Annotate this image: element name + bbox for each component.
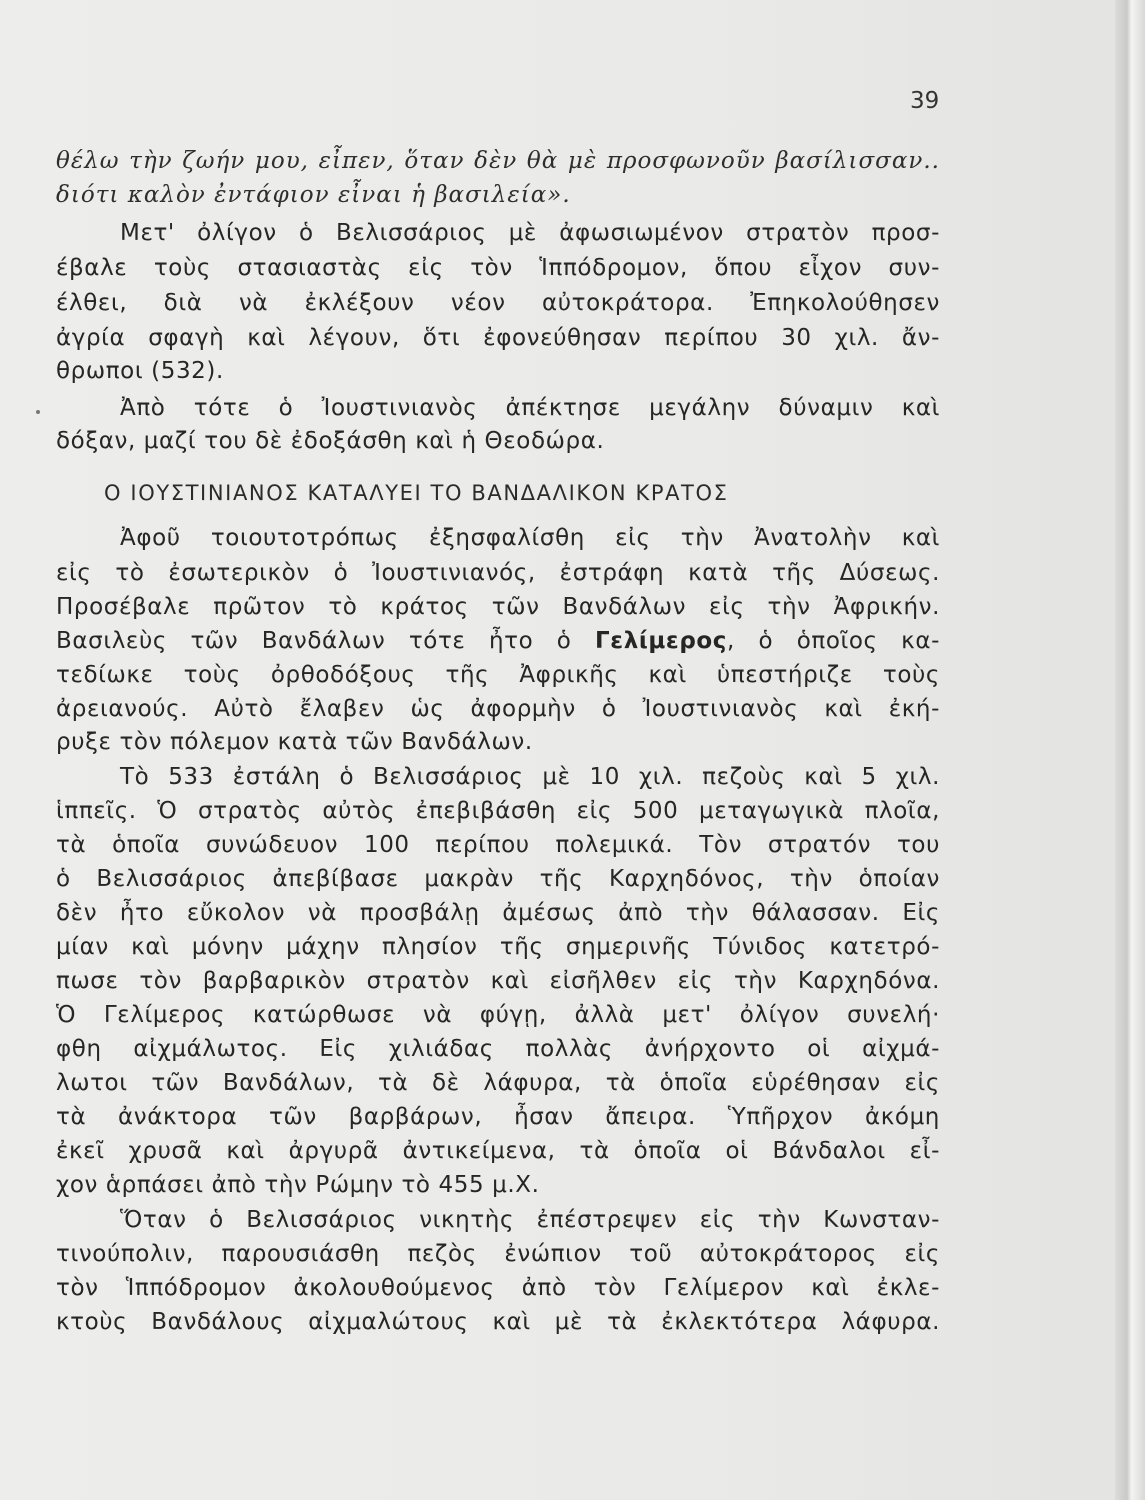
text-line: τεδίωκε τοὺς ὀρθοδόξους τῆς Ἀφρικῆς καὶ ὑπεστήριζε τοὺς [56, 662, 940, 688]
page-edge [1115, 0, 1145, 1500]
text-line: Τὸ 533 ἐστάλη ὁ Βελισσάριος μὲ 10 χιλ. πεζοὺς καὶ 5 χιλ. [120, 764, 940, 790]
text-line: Ὅταν ὁ Βελισσάριος νικητὴς ἐπέστρεψεν εἰς τὴν Κωνσταν- [120, 1207, 940, 1233]
text-line: διότι καλὸν ἐντάφιον εἶναι ἡ βασιλεία». [56, 182, 571, 208]
text-line: τὸν Ἱππόδρομον ἀκολουθούμενος ἀπὸ τὸν Γελίμερον καὶ ἐκλε- [56, 1275, 940, 1301]
page-number: 39 [910, 88, 940, 114]
text-line: λωτοι τῶν Βανδάλων, τὰ δὲ λάφυρα, τὰ ὁποῖα εὑρέθησαν εἰς [56, 1070, 940, 1096]
text-line: θέλω τὴν ζωήν μου, εἶπεν, ὅταν δὲν θὰ μὲ προσφωνοῦν βασίλισσαν.. [56, 148, 940, 174]
text-line: Προσέβαλε πρῶτον τὸ κράτος τῶν Βανδάλων εἰς τὴν Ἀφρικήν. [56, 594, 940, 620]
text-line: θρωποι (532). [56, 358, 224, 384]
text-line: δὲν ἦτο εὔκολον νὰ προσβάλῃ ἀμέσως ἀπὸ τὴν θάλασσαν. Εἰς [56, 900, 940, 926]
text-line: Μετ' ὀλίγον ὁ Βελισσάριος μὲ ἀφωσιωμένον στρατὸν προσ- [120, 220, 940, 246]
text-line: εἰς τὸ ἐσωτερικὸν ὁ Ἰουστινιανός, ἐστράφη κατὰ τῆς Δύσεως. [56, 560, 940, 586]
text-line: ἀγρία σφαγὴ καὶ λέγουν, ὅτι ἐφονεύθησαν περίπου 30 χιλ. ἄν- [56, 325, 940, 351]
text-line: κτοὺς Βανδάλους αἰχμαλώτους καὶ μὲ τὰ ἐκλεκτότερα λάφυρα. [56, 1309, 940, 1335]
text-line: μίαν καὶ μόνην μάχην πλησίον τῆς σημερινῆς Τύνιδος κατετρό- [56, 934, 940, 960]
text-line: χον ἁρπάσει ἀπὸ τὴν Ρώμην τὸ 455 μ.Χ. [56, 1172, 540, 1198]
name-gelimer: Γελίμερος [595, 628, 728, 654]
text-line: τὰ ὁποῖα συνώδευον 100 περίπου πολεμικά. Τὸν στρατόν του [56, 832, 940, 858]
text-line: ἐκεῖ χρυσᾶ καὶ ἀργυρᾶ ἀντικείμενα, τὰ ὁποῖα οἱ Βάνδαλοι εἶ- [56, 1138, 940, 1164]
text-line: δόξαν, μαζί του δὲ ἐδοξάσθη καὶ ἡ Θεοδώρα. [56, 428, 605, 454]
text-line: Ἀφοῦ τοιουτοτρόπως ἐξησφαλίσθη εἰς τὴν Ἀνατολὴν καὶ [120, 525, 940, 551]
text-line: ρυξε τὸν πόλεμον κατὰ τῶν Βανδάλων. [56, 729, 533, 755]
text-line: φθη αἰχμάλωτος. Εἰς χιλιάδας πολλὰς ἀνήρχοντο οἱ αἰχμά- [56, 1036, 940, 1062]
text-line: έλθει, διὰ νὰ ἐκλέξουν νέον αὐτοκράτορα. Ἐπηκολούθησεν [56, 290, 940, 316]
text-line [56, 626, 940, 656]
text-line: πωσε τὸν βαρβαρικὸν στρατὸν καὶ εἰσῆλθεν εἰς τὴν Καρχηδόνα. [56, 968, 940, 994]
text-line-part: , ὁ ὁποῖος κα- [727, 628, 940, 654]
text-line-part: Βασιλεὺς τῶν Βανδάλων τότε ἦτο ὁ [56, 628, 572, 654]
text-line: τινούπολιν, παρουσιάσθη πεζὸς ἐνώπιον τοῦ αὐτοκράτορος εἰς [56, 1241, 940, 1267]
text-line: ἱππεῖς. Ὁ στρατὸς αὐτὸς ἐπεβιβάσθη εἰς 500 μεταγωγικὰ πλοῖα, [56, 798, 940, 824]
speck [36, 410, 40, 414]
section-heading: Ο ΙΟΥΣΤΙΝΙΑΝΟΣ ΚΑΤΑΛΥΕΙ ΤΟ ΒΑΝΔΑΛΙΚΟΝ ΚΡΑΤΟΣ [104, 481, 729, 505]
text-line: ὁ Βελισσάριος ἀπεβίβασε μακρὰν τῆς Καρχηδόνος, τὴν ὁποίαν [56, 866, 940, 892]
text-line: ἀρειανούς. Αὐτὸ ἔλαβεν ὡς ἀφορμὴν ὁ Ἰουστινιανὸς καὶ ἐκή- [56, 696, 940, 722]
text-line: τὰ ἀνάκτορα τῶν βαρβάρων, ἦσαν ἄπειρα. Ὑπῆρχον ἀκόμη [56, 1104, 940, 1130]
text-line: Ἀπὸ τότε ὁ Ἰουστινιανὸς ἀπέκτησε μεγάλην δύναμιν καὶ [120, 395, 940, 421]
text-line: έβαλε τοὺς στασιαστὰς εἰς τὸν Ἱππόδρομον, ὅπου εἶχον συν- [56, 255, 940, 281]
text-line: Ὁ Γελίμερος κατώρθωσε νὰ φύγῃ, ἀλλὰ μετ' ὀλίγον συνελή· [56, 1002, 940, 1028]
